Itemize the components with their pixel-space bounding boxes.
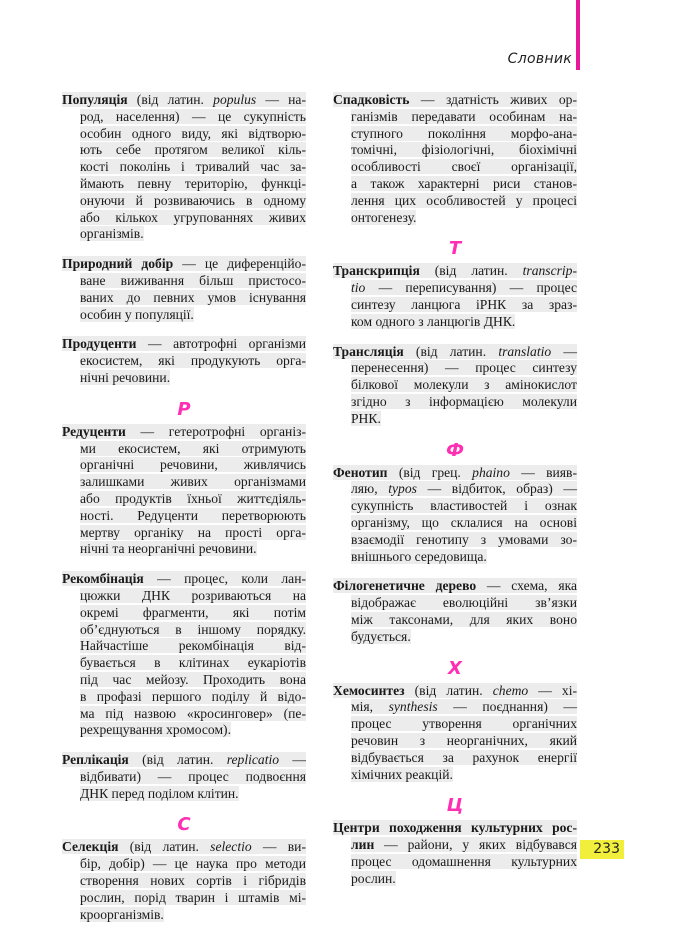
definition-text: нічні та неорганічні речовини. — [80, 541, 257, 557]
definition-text: бувається в клітинах еукаріотів — [80, 655, 306, 671]
entry-line — [62, 159, 306, 176]
definition-text: (від грец. — [387, 464, 473, 480]
entry-line — [333, 314, 577, 331]
definition-text: білкової молекули з амінокислот — [351, 377, 577, 393]
entry-line — [333, 549, 577, 566]
right-column — [333, 92, 577, 900]
definition-text: ком одного з ланцюгів ДНК. — [351, 313, 516, 329]
definition-text: ма під назвою «кросинговер» (пе- — [80, 705, 306, 721]
definition-text: ють себе протягом великої кіль- — [80, 142, 306, 158]
entry-line — [62, 491, 306, 508]
definition-text: будується. — [351, 628, 411, 644]
entry-line — [333, 699, 577, 716]
glossary-entry — [62, 571, 306, 739]
entry-line — [333, 820, 577, 837]
glossary-term: Транскрипція — [333, 263, 420, 279]
definition-text: рослин, порід тварин і штамів мі- — [80, 889, 306, 905]
definition-text: кроорганізмів. — [80, 906, 164, 922]
definition-text: лення цих особливостей у процесі — [351, 192, 577, 208]
definition-text: ване виживання більш пристосо- — [80, 272, 306, 288]
definition-text: особин у популяції. — [80, 306, 194, 322]
page-number: 233 — [580, 840, 624, 859]
entry-line — [62, 638, 306, 655]
section-letter: С — [177, 814, 191, 836]
entry-line — [333, 142, 577, 159]
entry-line — [333, 360, 577, 377]
definition-text: окремі фрагменти, які потім — [80, 604, 306, 620]
definition-text: chemo — [492, 682, 529, 698]
definition-text: або кількох угрупованнях живих — [80, 209, 306, 225]
accent-bar — [576, 0, 580, 70]
definition-text: відбивати) — процес подвоєння — [80, 768, 306, 784]
definition-text: — процес, коли лан- — [143, 571, 306, 587]
entry-line — [62, 370, 306, 387]
entry-line — [333, 109, 577, 126]
glossary-term: Трансляція — [333, 343, 404, 359]
entry-line — [62, 752, 306, 769]
entry-line — [62, 588, 306, 605]
entry-line — [333, 193, 577, 210]
definition-text: згідно з інформацією молекули — [351, 393, 577, 409]
definition-text: ваних до певних умов існування — [80, 289, 306, 305]
definition-text: органічні речовини, живлячись — [80, 457, 306, 473]
definition-text: процес одомашнення культурних — [351, 853, 577, 869]
definition-text: — відбиток, образ) — — [416, 481, 577, 497]
section-letter: Р — [177, 398, 191, 420]
definition-text: онуючи й розвиваючись в одному — [80, 192, 306, 208]
definition-text: transcrip- — [522, 263, 577, 279]
entry-line — [333, 126, 577, 143]
glossary-entry — [62, 424, 306, 558]
glossary-term: Хемосинтез — [333, 682, 405, 698]
entry-line — [62, 786, 306, 803]
entry-line — [333, 871, 577, 888]
glossary-term: Центри походження культурних рос- — [333, 820, 577, 836]
definition-text: (від латин. — [118, 839, 211, 855]
definition-text: род, населення) — це сукупність — [80, 108, 306, 124]
definition-text: рехрещування хромосом). — [80, 722, 231, 738]
entry-line — [62, 769, 306, 786]
entry-line — [62, 722, 306, 739]
glossary-term: Популяція — [62, 92, 128, 107]
section-letter: Т — [448, 238, 462, 260]
glossary-term: Рекомбінація — [62, 571, 144, 587]
entry-line — [62, 336, 306, 353]
entry-line — [333, 394, 577, 411]
entry-line — [62, 474, 306, 491]
entry-line — [62, 126, 306, 143]
entry-line — [62, 457, 306, 474]
definition-text: хімічних реакцій. — [351, 766, 453, 782]
glossary-entry — [62, 752, 306, 802]
entry-line — [62, 890, 306, 907]
entry-line — [333, 176, 577, 193]
entry-line — [62, 424, 306, 441]
definition-text: мія, — [351, 699, 389, 715]
entry-line — [333, 750, 577, 767]
glossary-term: Природний добір — [62, 256, 174, 272]
entry-line — [333, 92, 577, 109]
definition-text: — хі- — [528, 682, 577, 698]
entry-line — [62, 210, 306, 227]
definition-text: процес утворення органічних — [351, 716, 577, 732]
entry-line — [62, 256, 306, 273]
entry-line — [62, 142, 306, 159]
glossary-entry — [333, 344, 577, 428]
definition-text: бір, добір) — це наука про методи — [80, 856, 306, 872]
entry-line — [62, 873, 306, 890]
section-title: Словник — [507, 51, 572, 67]
entry-line — [333, 465, 577, 482]
entry-line — [62, 541, 306, 558]
glossary-entry — [333, 92, 577, 226]
definition-text: ДНК перед поділом клітин. — [80, 785, 239, 801]
definition-text: в профазі першого поділу й відо- — [80, 688, 306, 704]
left-column — [62, 92, 306, 936]
glossary-term: Спадковість — [333, 92, 410, 107]
definition-text: tio — [351, 280, 366, 296]
definition-text: цюжки ДНК розриваються на — [80, 587, 306, 603]
definition-text: — гетеротрофні організ- — [125, 423, 306, 439]
definition-text: Найчастіше рекомбінація від- — [80, 638, 306, 654]
entry-line — [333, 159, 577, 176]
definition-text: онтогенезу. — [351, 209, 417, 225]
glossary-term: Продуценти — [62, 336, 137, 352]
definition-text: (від латин. — [127, 92, 214, 107]
entry-line — [333, 629, 577, 646]
definition-text: (від латин. — [403, 343, 499, 359]
entry-line — [333, 263, 577, 280]
entry-line — [62, 655, 306, 672]
entry-line — [333, 837, 577, 854]
definition-text: внішнього середовища. — [351, 548, 487, 564]
entry-line — [62, 907, 306, 924]
definition-text: typos — [388, 481, 417, 497]
definition-text: відображає еволюційні зв’язки — [351, 595, 577, 611]
definition-text: ми екосистем, які отримують — [80, 440, 306, 456]
entry-line — [333, 481, 577, 498]
entry-line — [62, 176, 306, 193]
definition-text: replicatio — [226, 752, 280, 768]
definition-text: сукупність властивостей і ознак — [351, 498, 577, 514]
entry-line — [62, 273, 306, 290]
definition-text: між таксонами, для яких воно — [351, 611, 577, 627]
definition-text: — — [551, 343, 577, 359]
definition-text: РНК. — [351, 410, 381, 426]
definition-text: перенесення) — процес синтезу — [351, 360, 577, 376]
definition-text: ляю, — [351, 481, 389, 497]
definition-text: — — [279, 752, 306, 768]
entry-line — [333, 210, 577, 227]
definition-text: особин одного виду, які відтворю- — [80, 125, 306, 141]
entry-line — [333, 578, 577, 595]
definition-text: кості поколінь і тривалий час за- — [80, 159, 306, 175]
definition-text: або продуктів їхньої життєдіяль- — [80, 490, 306, 506]
glossary-entry — [62, 336, 306, 386]
definition-text: ганізмів передавати особинам на- — [351, 108, 577, 124]
definition-text: екосистем, які продукують орга- — [80, 353, 306, 369]
definition-text: translatio — [498, 343, 552, 359]
definition-text: — поєднання) — — [437, 699, 577, 715]
glossary-term: Фенотип — [333, 464, 388, 480]
definition-text: рослин. — [351, 870, 396, 886]
entry-line — [62, 856, 306, 873]
entry-line — [333, 854, 577, 871]
definition-text: — схема, яка — [476, 578, 578, 594]
entry-line — [333, 377, 577, 394]
entry-line — [333, 515, 577, 532]
entry-line — [333, 733, 577, 750]
glossary-term: Редуценти — [62, 423, 126, 439]
definition-text: томічні, фізіологічні, біохімічні — [351, 142, 577, 158]
glossary-entry — [62, 256, 306, 323]
entry-line — [333, 411, 577, 428]
definition-text: ності. Редуценти перетворюють — [80, 507, 306, 523]
entry-line — [62, 622, 306, 639]
entry-line — [62, 92, 306, 109]
definition-text: populus — [213, 92, 257, 107]
entry-line — [62, 193, 306, 210]
entry-line — [62, 605, 306, 622]
entry-line — [333, 612, 577, 629]
glossary-entry — [333, 263, 577, 330]
glossary-entry — [62, 839, 306, 923]
definition-text: а також характерні риси станов- — [351, 175, 577, 191]
glossary-term: лин — [351, 837, 375, 853]
definition-text: — райони, у яких відбувався — [374, 837, 577, 853]
definition-text: (від латин. — [128, 752, 227, 768]
definition-text: — автотрофні організми — [136, 336, 306, 352]
entry-line — [333, 595, 577, 612]
entry-line — [62, 109, 306, 126]
definition-text: — ви- — [251, 839, 306, 855]
definition-text: (від латин. — [404, 682, 493, 698]
section-letter: Ф — [446, 439, 464, 461]
definition-text: особливості своєї організації, — [351, 159, 577, 175]
glossary-term: Селекція — [62, 839, 119, 855]
entry-line — [62, 839, 306, 856]
entry-line — [333, 767, 577, 784]
definition-text: ступного покоління морфо-ана- — [351, 125, 577, 141]
definition-text: ймають певну територію, функці- — [80, 175, 306, 191]
glossary-entry — [333, 820, 577, 887]
definition-text: — вияв- — [509, 464, 577, 480]
definition-text: selectio — [210, 839, 252, 855]
glossary-entry — [333, 465, 577, 566]
definition-text: (від латин. — [419, 263, 523, 279]
definition-text: нічні речовини. — [80, 369, 171, 385]
entry-line — [62, 508, 306, 525]
entry-line — [62, 441, 306, 458]
entry-line — [62, 307, 306, 324]
definition-text: організму, що склалися на основі — [351, 514, 577, 530]
entry-line — [62, 571, 306, 588]
entry-line — [62, 689, 306, 706]
glossary-entry — [62, 92, 306, 243]
section-letter: Х — [448, 657, 462, 679]
definition-text: взаємодії генотипу з умовами зо- — [351, 531, 577, 547]
entry-line — [333, 532, 577, 549]
entry-line — [333, 344, 577, 361]
section-letter: Ц — [446, 795, 464, 817]
glossary-term: Філогенетичне дерево — [333, 578, 477, 594]
entry-line — [62, 672, 306, 689]
definition-text: — на- — [256, 92, 306, 107]
entry-line — [62, 353, 306, 370]
entry-line — [62, 226, 306, 243]
entry-line — [62, 706, 306, 723]
definition-text: синтезу ланцюга іРНК за зраз- — [351, 296, 577, 312]
definition-text: залишками живих організмами — [80, 474, 306, 490]
definition-text: відбувається за рахунок енергії — [351, 749, 577, 765]
definition-text: створення нових сортів і гібридів — [80, 873, 306, 889]
definition-text: під час мейозу. Проходить вона — [80, 671, 306, 687]
glossary-entry — [333, 578, 577, 645]
entry-line — [333, 498, 577, 515]
definition-text: мертву органіку на прості орга- — [80, 524, 306, 540]
definition-text: — це диференційо- — [173, 256, 307, 272]
entry-line — [333, 280, 577, 297]
definition-text: — здатність живих ор- — [409, 92, 577, 107]
entry-line — [333, 716, 577, 733]
definition-text: організмів. — [80, 226, 144, 242]
entry-line — [62, 525, 306, 542]
definition-text: — переписування) — процес — [365, 280, 577, 296]
definition-text: речовин з неорганічних, який — [351, 732, 577, 748]
entry-line — [333, 683, 577, 700]
glossary-entry — [333, 683, 577, 784]
entry-line — [62, 290, 306, 307]
entry-line — [333, 297, 577, 314]
glossary-term: Реплікація — [62, 752, 129, 768]
definition-text: об’єднуються в іншому порядку. — [80, 621, 306, 637]
definition-text: phaino — [472, 464, 510, 480]
definition-text: synthesis — [388, 699, 438, 715]
